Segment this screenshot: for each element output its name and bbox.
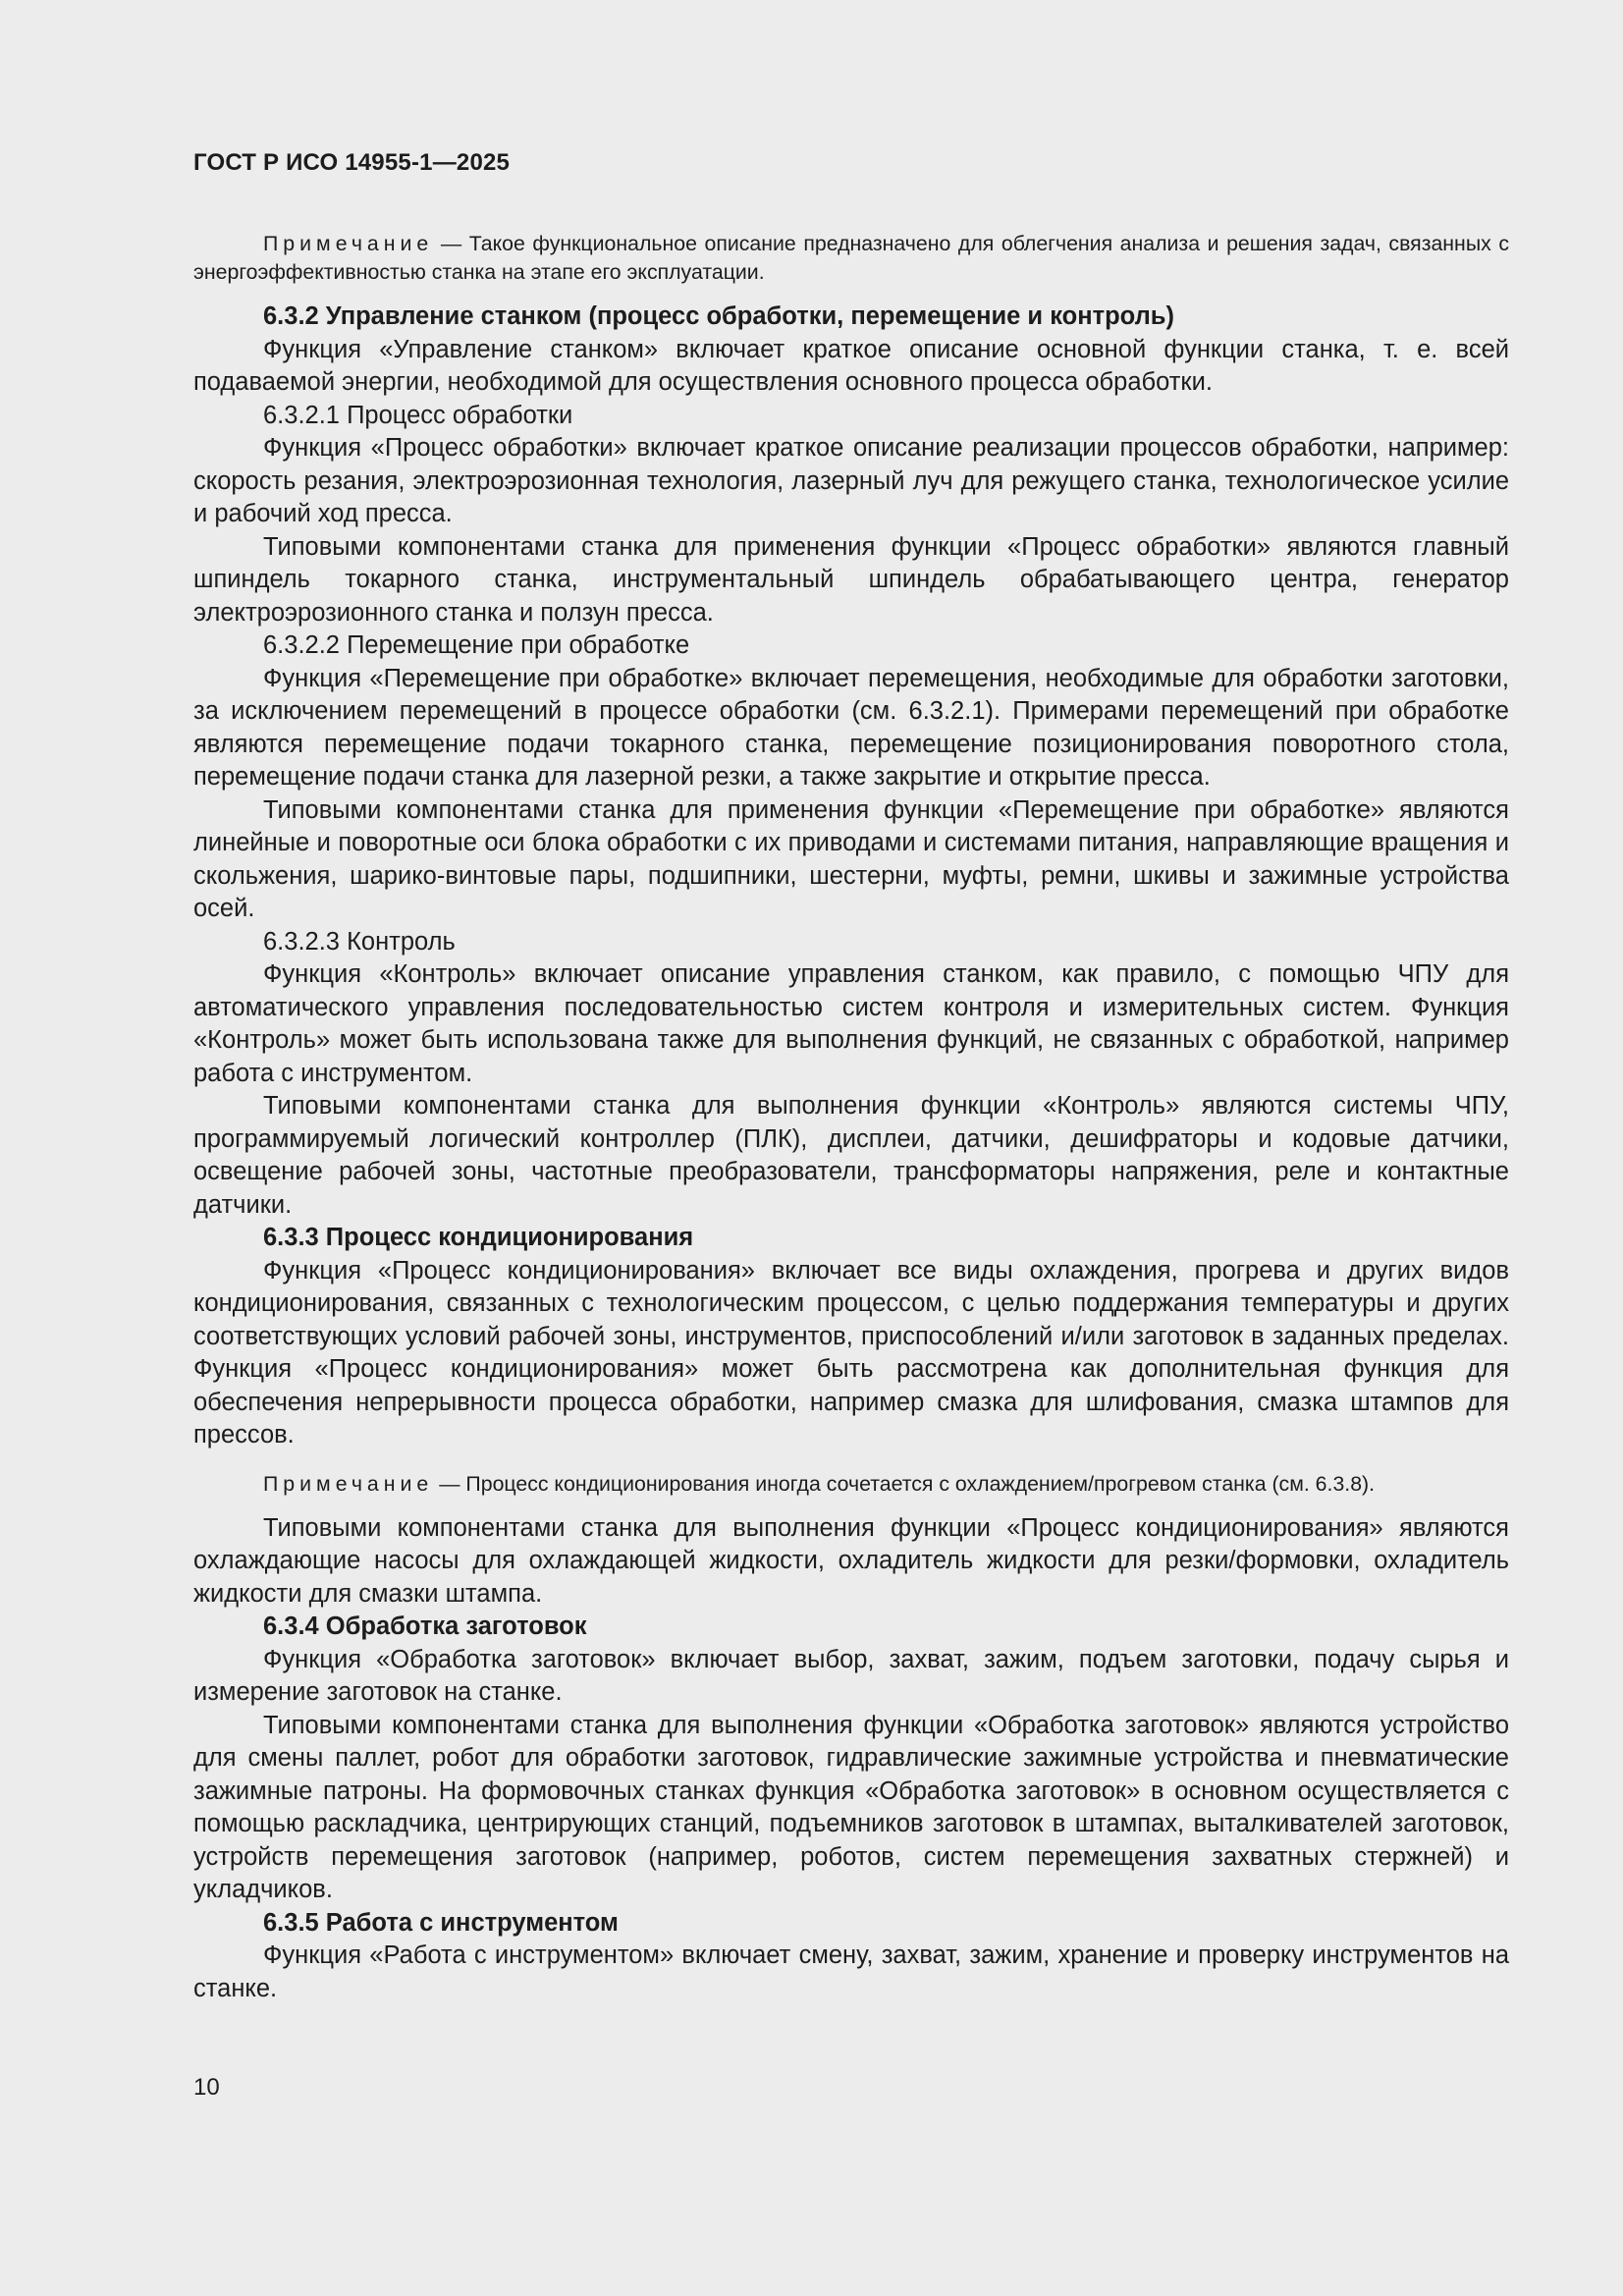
- paragraph: Функция «Перемещение при обработке» включает перемещения, необходимые для обработки заготовки, за исключением перемещений в процессе обработки (см. 6.3.2.1). Примерами перемещений при обработке являются перемещение подачи токарного станка, перемещение позиционирования поворотного стола, перемещение подачи станка для лазерной резки, а также закрытие и открытие пресса.: [193, 664, 1509, 791]
- page-number: 10: [193, 2074, 220, 2101]
- note-paragraph: [193, 230, 1509, 287]
- paragraph: Типовыми компонентами станка для применения функции «Процесс обработки» являются главный шпиндель токарного станка, инструментальный шпиндель обрабатывающего центра, генератор электроэрозионного станка и ползун пресса.: [193, 532, 1509, 627]
- paragraph: Функция «Процесс обработки» включает краткое описание реализации процессов обработки, например: скорость резания, электроэрозионная технология, лазерный луч для режущего станка, технологическое усилие и рабочий ход пресса.: [193, 434, 1509, 527]
- paragraph: Функция «Управление станком» включает краткое описание основной функции станка, т. е. всей подаваемой энергии, необходимой для осуществления основного процесса обработки.: [193, 335, 1509, 396]
- paragraph: Функция «Контроль» включает описание управления станком, как правило, с помощью ЧПУ для автоматического управления последовательностью систем контроля и измерительных систем. Функция «Контроль» может быть использована также для выполнения функций, не связанных с обработкой, например работа с инструментом.: [193, 960, 1509, 1087]
- subsection-heading-6-3-2-1: 6.3.2.1 Процесс обработки: [263, 401, 573, 429]
- note-paragraph: [193, 1470, 1509, 1499]
- section-heading-6-3-3: 6.3.3 Процесс кондиционирования: [263, 1224, 694, 1251]
- paragraph: Типовыми компонентами станка для выполнения функции «Процесс кондиционирования» являются охлаждающие насосы для охлаждающей жидкости, охладитель жидкости для резки/формовки, охладитель жидкости для смазки штампа.: [193, 1513, 1509, 1608]
- document-body: [193, 224, 1509, 2005]
- subsection-heading-6-3-2-2: 6.3.2.2 Перемещение при обработке: [263, 631, 690, 659]
- paragraph: Функция «Процесс кондиционирования» включает все виды охлаждения, прогрева и других видов кондиционирования, связанных с технологическим процессом, с целью поддержания температуры и других соответствующих условий рабочей зоны, инструментов, приспособлений и/или заготовок в заданных пределах. Функция «Процесс кондиционирования» может быть рассмотрена как дополнительная функция для обеспечения непрерывности процесса обработки, например смазка для шлифования, смазка штампов для прессов.: [193, 1256, 1509, 1449]
- note-text: — Процесс кондиционирования иногда сочетается с охлаждением/прогревом станка (см. 6.3.8).: [433, 1471, 1376, 1496]
- paragraph: Типовыми компонентами станка для выполнения функции «Обработка заготовок» являются устройство для смены паллет, робот для обработки заготовок, гидравлические зажимные устройства и пневматические зажимные патроны. На формовочных станках функция «Обработка заготовок» в основном осуществляется с помощью раскладчика, центрирующих станций, подъемников заготовок в штампах, выталкивателей заготовок, устройств перемещения заготовок (например, роботов, систем перемещения захватных стержней) и укладчиков.: [193, 1711, 1509, 1903]
- paragraph: Функция «Работа с инструментом» включает смену, захват, зажим, хранение и проверку инструментов на станке.: [193, 1941, 1509, 2002]
- section-heading-6-3-4: 6.3.4 Обработка заготовок: [263, 1613, 587, 1640]
- subsection-heading-6-3-2-3: 6.3.2.3 Контроль: [263, 927, 456, 956]
- paragraph: Типовыми компонентами станка для выполнения функции «Контроль» являются системы ЧПУ, программируемый логический контроллер (ПЛК), дисплеи, датчики, дешифраторы и кодовые датчики, освещение рабочей зоны, частотные преобразователи, трансформаторы напряжения, реле и контактные датчики.: [193, 1092, 1509, 1219]
- document-page: [193, 0, 1509, 2296]
- section-heading-6-3-5: 6.3.5 Работа с инструментом: [263, 1908, 619, 1937]
- note-text: — Такое функциональное описание предназначено для облегчения анализа и решения задач, связанных с энергоэффективностью станка на этапе его эксплуатации.: [193, 232, 1509, 284]
- standard-header: ГОСТ Р ИСО 14955-1—2025: [193, 149, 511, 176]
- paragraph: Типовыми компонентами станка для применения функции «Перемещение при обработке» являются линейные и поворотные оси блока обработки с их приводами и системами питания, направляющие вращения и скольжения, шарико-винтовые пары, подшипники, шестерни, муфты, ремни, шкивы и зажимные устройства осей.: [193, 795, 1509, 922]
- paragraph: Функция «Обработка заготовок» включает выбор, захват, зажим, подъем заготовки, подачу сырья и измерение заготовок на станке.: [193, 1645, 1509, 1706]
- note-label: Примечание: [263, 1471, 434, 1496]
- section-heading-6-3-2: 6.3.2 Управление станком (процесс обработки, перемещение и контроль): [263, 302, 1174, 330]
- note-label: Примечание: [263, 232, 434, 255]
